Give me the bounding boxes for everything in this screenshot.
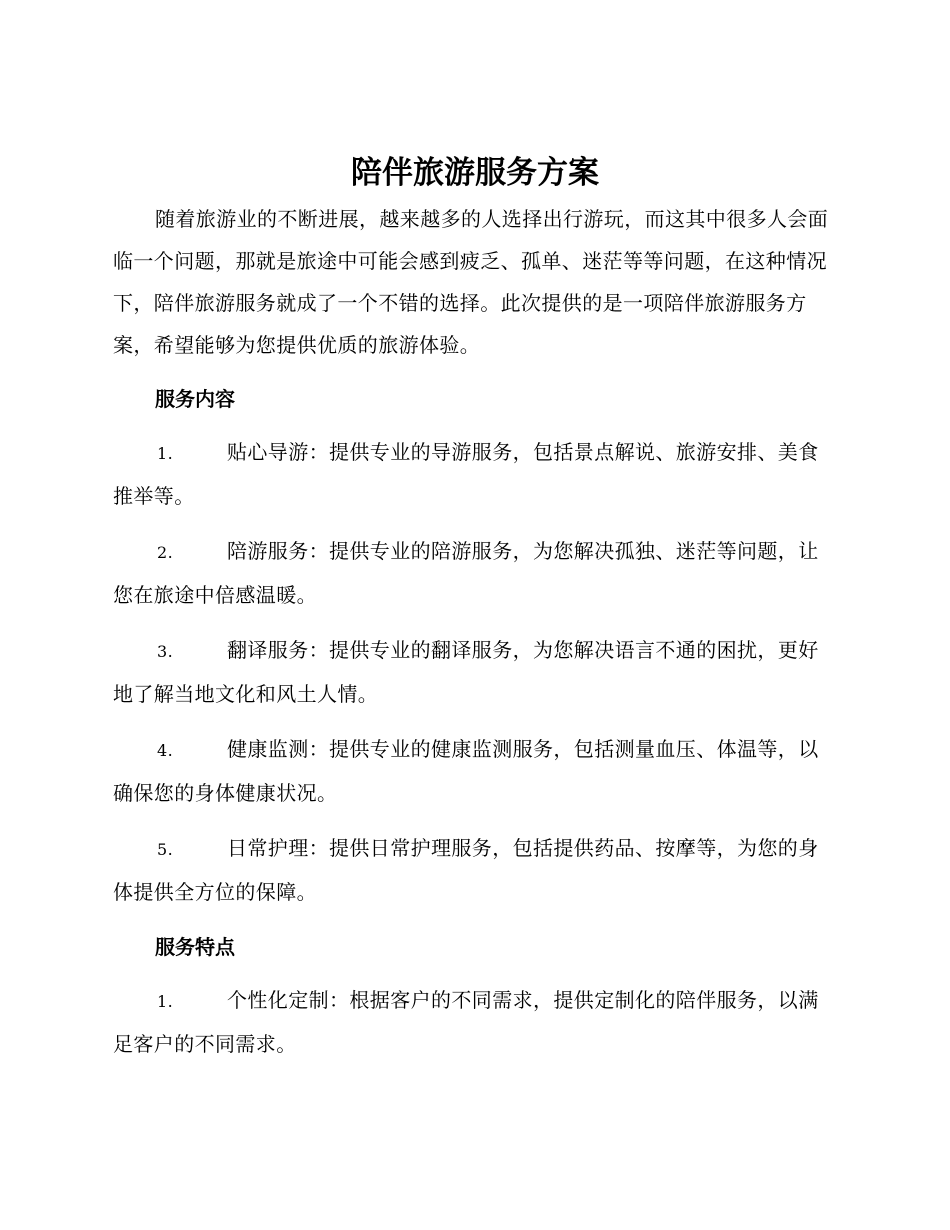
document-body — [113, 198, 837, 1078]
intro-paragraph: 随着旅游业的不断进展，越来越多的人选择出行游玩，而这其中很多人会面临一个问题，那就是旅途中可能会感到疲乏、孤单、迷茫等等问题，在这种情况下，陪伴旅游服务就成了一个不错的选择。此次提供的是一项陪伴旅游服务方案，希望能够为您提供优质的旅游体验。 — [113, 207, 829, 357]
section-heading: 服务特点 — [155, 935, 235, 959]
list-item-text: 贴心导游：提供专业的导游服务，包括景点解说、旅游安排、美食推举等。 — [113, 440, 819, 508]
list-item — [113, 827, 837, 913]
section-service-features — [113, 926, 837, 1065]
section-heading: 服务内容 — [155, 387, 235, 411]
section-service-content — [113, 378, 837, 913]
list-item-number: 1. — [157, 992, 174, 1011]
list-item-text: 日常护理：提供日常护理服务，包括提供药品、按摩等，为您的身体提供全方位的保障。 — [113, 836, 819, 904]
list-item-number: 4. — [157, 741, 174, 760]
list-item-number: 1. — [157, 444, 174, 463]
list-item-text: 个性化定制：根据客户的不同需求，提供定制化的陪伴服务，以满足客户的不同需求。 — [113, 988, 819, 1056]
list-item — [113, 431, 837, 517]
list-item — [113, 728, 837, 814]
list-item-text: 健康监测：提供专业的健康监测服务，包括测量血压、体温等，以确保您的身体健康状况。 — [113, 737, 819, 805]
list-item — [113, 530, 837, 616]
list-item-number: 2. — [157, 543, 174, 562]
list-item-number: 3. — [157, 642, 174, 661]
list-item — [113, 979, 837, 1065]
list-item-number: 5. — [157, 840, 174, 859]
list-item-text: 陪游服务：提供专业的陪游服务，为您解决孤独、迷茫等问题，让您在旅途中倍感温暖。 — [113, 539, 819, 607]
list-item-text: 翻译服务：提供专业的翻译服务，为您解决语言不通的困扰，更好地了解当地文化和风土人情。 — [113, 638, 819, 706]
document-title: 陪伴旅游服务方案 — [351, 155, 599, 191]
list-item — [113, 629, 837, 715]
